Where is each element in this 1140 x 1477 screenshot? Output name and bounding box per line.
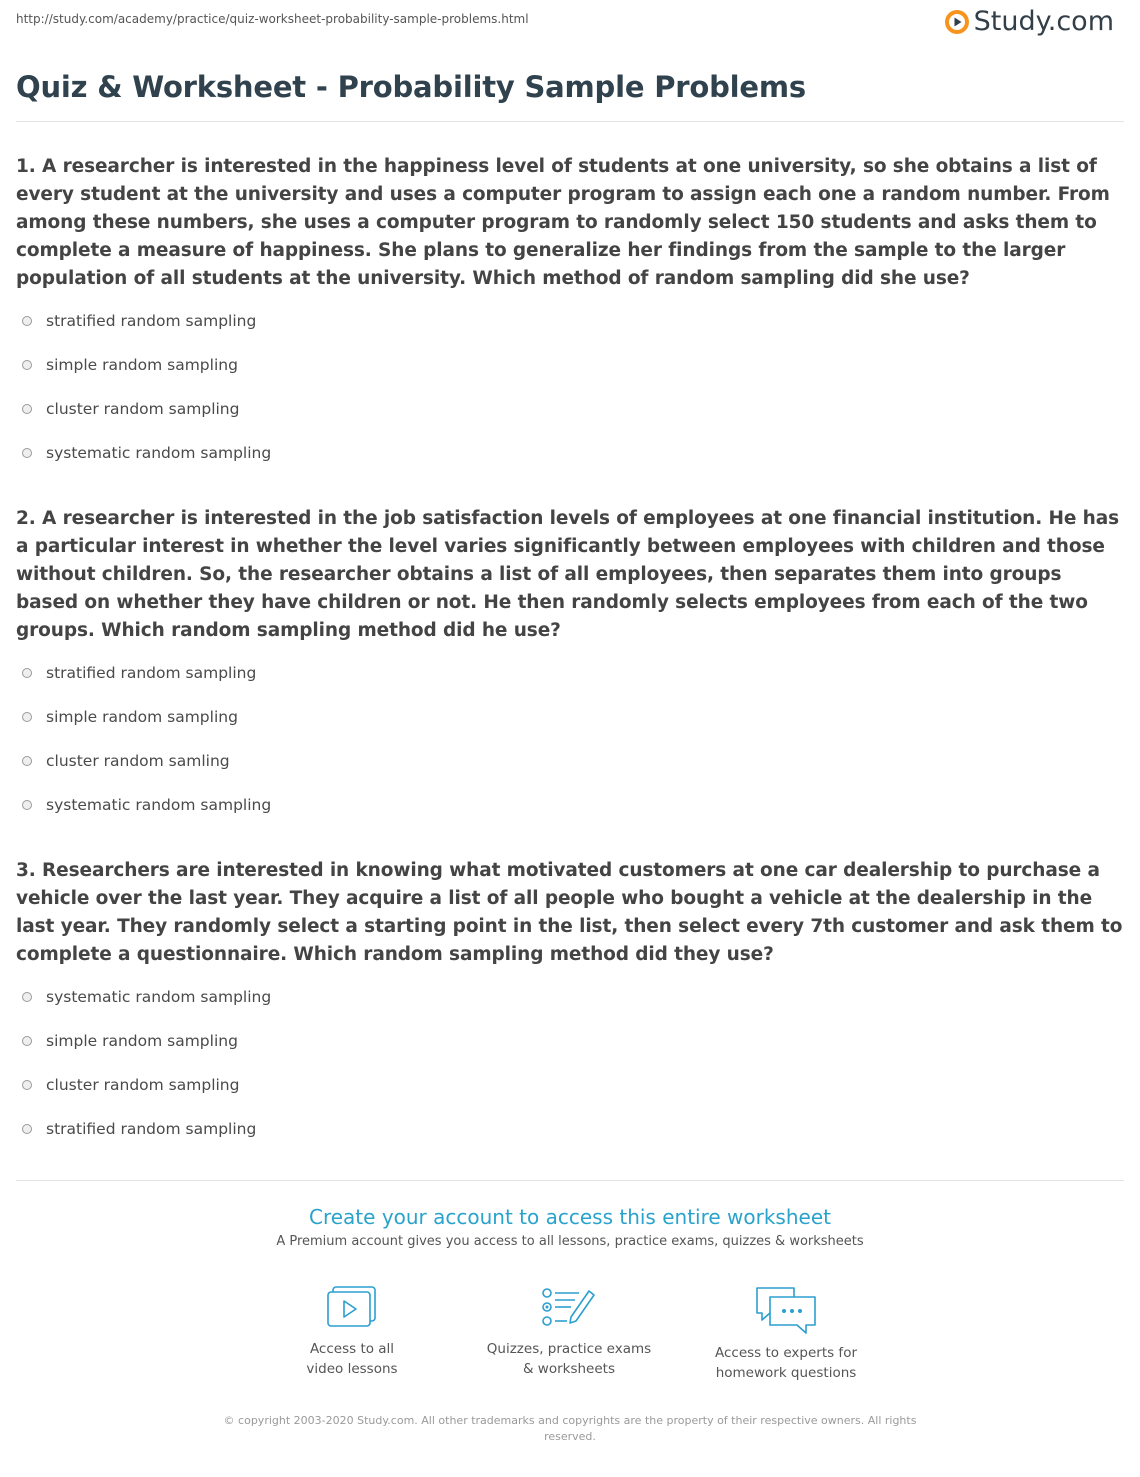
quiz-checklist-icon <box>541 1285 597 1331</box>
study-logo-icon <box>944 9 970 35</box>
feature-line-1: Access to all <box>309 1341 395 1357</box>
cta-divider <box>16 1180 1124 1181</box>
q3-option-2[interactable] <box>22 1032 238 1050</box>
question-2: 2. A researcher is interested in the job satisfaction levels of employees at one financial institution. He has a particular interest in whether the level varies significantly between employees with children and those without children. So, the researcher obtains a list of all employees, then separates them into groups based on whether they have children or not. He then randomly selects employees from each of the two groups. Which random sampling method did he use? <box>16 508 1120 641</box>
option-label: systematic random sampling <box>46 796 272 814</box>
question-1: 1. A researcher is interested in the happiness level of students at one university, so she obtains a list of every student at the university and uses a computer program to assign each one a random number. From among these numbers, she uses a computer program to randomly select 150 students and asks them to complete a measure of happiness. She plans to generalize her findings from the sample to the larger population of all students at the university. Which method of random sampling did she use? <box>16 156 1110 289</box>
option-label: stratified random sampling <box>46 1120 257 1138</box>
radio-button[interactable] <box>22 800 32 810</box>
radio-button[interactable] <box>22 992 32 1002</box>
page-url: http://study.com/academy/practice/quiz-worksheet-probability-sample-problems.html <box>16 12 529 26</box>
radio-button[interactable] <box>22 360 32 370</box>
radio-button[interactable] <box>22 316 32 326</box>
q2-option-3[interactable] <box>22 752 230 770</box>
copyright-footer: © copyright 2003-2020 Study.com. All other trademarks and copyrights are the property of their respective owners. All rights reserved. <box>223 1414 917 1443</box>
radio-button[interactable] <box>22 1124 32 1134</box>
title-divider <box>16 121 1124 122</box>
option-label: cluster random sampling <box>46 1076 240 1094</box>
q1-option-3[interactable] <box>22 400 239 418</box>
radio-button[interactable] <box>22 448 32 458</box>
feature-line-2: homework questions <box>715 1365 857 1381</box>
radio-button[interactable] <box>22 1080 32 1090</box>
option-label: stratified random sampling <box>46 664 257 682</box>
radio-button[interactable] <box>22 1036 32 1046</box>
radio-button[interactable] <box>22 756 32 766</box>
radio-button[interactable] <box>22 404 32 414</box>
q3-option-1[interactable] <box>22 988 271 1006</box>
question-3: 3. Researchers are interested in knowing what motivated customers at one car dealership to purchase a vehicle over the last year. They acquire a list of all people who bought a vehicle at the dealership in the last year. They randomly select a starting point in the list, then select every 7th customer and ask them to complete a questionnaire. Which random sampling method did they use? <box>16 860 1123 965</box>
study-logo[interactable] <box>944 6 1114 37</box>
logo-text: Study.com <box>973 6 1114 37</box>
q3-option-4[interactable] <box>22 1120 256 1138</box>
option-label: simple random sampling <box>46 1032 238 1050</box>
radio-button[interactable] <box>22 712 32 722</box>
q1-option-1[interactable] <box>22 312 256 330</box>
option-label: systematic random sampling <box>46 988 272 1006</box>
q3-option-3[interactable] <box>22 1076 239 1094</box>
q2-option-2[interactable] <box>22 708 238 726</box>
cta-subtitle: A Premium account gives you access to all lessons, practice exams, quizzes & worksheets <box>276 1234 864 1249</box>
q1-option-4[interactable] <box>22 444 271 462</box>
q1-option-2[interactable] <box>22 356 238 374</box>
cta-title-link[interactable]: Create your account to access this entire worksheet <box>309 1205 831 1229</box>
option-label: simple random sampling <box>46 356 238 374</box>
page-title: Quiz & Worksheet - Probability Sample Problems <box>16 70 806 104</box>
chat-bubbles-icon <box>754 1285 818 1335</box>
option-label: systematic random sampling <box>46 444 272 462</box>
feature-video-lessons <box>252 1285 452 1379</box>
q2-option-1[interactable] <box>22 664 256 682</box>
radio-button[interactable] <box>22 668 32 678</box>
feature-line-2: & worksheets <box>522 1361 615 1377</box>
feature-line-1: Access to experts for <box>714 1345 857 1361</box>
option-label: cluster random samling <box>46 752 230 770</box>
option-label: stratified random sampling <box>46 312 257 330</box>
feature-quizzes <box>469 1285 669 1379</box>
option-label: simple random sampling <box>46 708 238 726</box>
q2-option-4[interactable] <box>22 796 271 814</box>
feature-experts <box>686 1285 886 1383</box>
feature-line-1: Quizzes, practice exams <box>486 1341 652 1357</box>
video-lessons-icon <box>326 1285 378 1331</box>
feature-line-2: video lessons <box>306 1361 398 1377</box>
option-label: cluster random sampling <box>46 400 240 418</box>
